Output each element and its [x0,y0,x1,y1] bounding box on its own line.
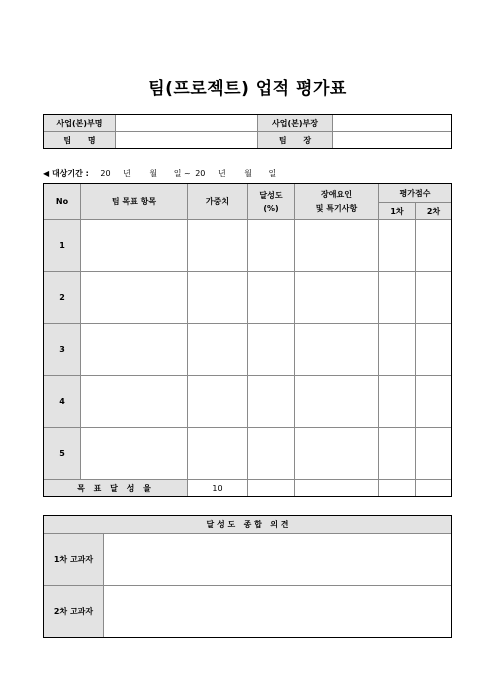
table-row [44,272,452,324]
score-first-cell[interactable] [379,272,416,324]
dept-label: 사업(본)부명 [44,115,116,132]
period-year2: 년 [217,169,226,178]
weight-cell[interactable] [188,324,248,376]
weight-cell[interactable] [188,220,248,272]
row-number: 1 [44,220,81,272]
info-table [43,114,452,149]
row-number: 5 [44,428,81,480]
second-evaluator-field[interactable] [104,586,452,638]
score-second-total-cell[interactable] [416,480,452,497]
score-second-cell[interactable] [416,272,452,324]
first-evaluator-label: 1차 고과자 [44,534,104,586]
period-day2: 일 [268,169,277,178]
period-year1: 년 [123,169,131,178]
goal-item-cell[interactable] [81,324,188,376]
target-period [43,168,276,179]
dept-field[interactable] [116,115,258,132]
period-to-prefix: 20 [195,169,206,178]
table-row [44,376,452,428]
col-score-first-header: 1차 [379,203,416,220]
achievement-cell[interactable] [248,376,295,428]
total-row [44,480,452,497]
obstacle-label: 장애요인 [321,190,352,199]
page-title: 팀(프로젝트) 업적 평가표 [148,79,347,99]
achievement-cell[interactable] [248,220,295,272]
score-first-cell[interactable] [379,428,416,480]
leader-label: 팀 장 [258,132,333,149]
table-row [44,428,452,480]
opinion-header: 달 성 도 종 합 의 견 [44,516,452,534]
score-first-cell[interactable] [379,324,416,376]
weight-cell[interactable] [188,272,248,324]
weight-cell[interactable] [188,428,248,480]
row-number: 4 [44,376,81,428]
col-score-second-header: 2차 [416,203,452,220]
second-evaluator-label: 2차 고과자 [44,586,104,638]
table-row [44,324,452,376]
period-from-prefix: 20 [100,169,111,178]
opinion-table [43,515,452,638]
achievement-cell[interactable] [248,428,295,480]
achievement-total-cell[interactable] [248,480,295,497]
score-second-cell[interactable] [416,376,452,428]
obstacle-sub-label: 및 특기사항 [315,204,358,213]
obstacle-cell[interactable] [295,376,379,428]
period-month2: 월 [244,169,252,178]
obstacle-cell[interactable] [295,272,379,324]
period-day1: 일 ~ [173,169,191,178]
goals-table [43,183,452,497]
achievement-label: 달성도 [259,191,283,200]
achievement-unit: (%) [263,204,279,213]
goal-item-cell[interactable] [81,220,188,272]
weight-total: 10 [188,480,248,497]
head-field[interactable] [333,115,452,132]
row-number: 2 [44,272,81,324]
obstacle-cell[interactable] [295,220,379,272]
obstacle-total-cell[interactable] [295,480,379,497]
score-second-cell[interactable] [416,220,452,272]
leader-field[interactable] [333,132,452,149]
period-label: ◀ 대상기간 : [43,169,89,178]
head-label: 사업(본)부장 [258,115,333,132]
table-row [44,220,452,272]
period-month1: 월 [149,169,158,178]
score-first-cell[interactable] [379,376,416,428]
score-first-total-cell[interactable] [379,480,416,497]
goal-item-cell[interactable] [81,376,188,428]
row-number: 3 [44,324,81,376]
team-label: 팀 명 [44,132,116,149]
score-second-cell[interactable] [416,428,452,480]
score-first-cell[interactable] [379,220,416,272]
goal-item-cell[interactable] [81,272,188,324]
team-field[interactable] [116,132,258,149]
col-no-header: No [44,184,81,220]
col-weight-header: 가중치 [188,184,248,220]
achievement-cell[interactable] [248,324,295,376]
col-item-header: 팀 목표 항목 [81,184,188,220]
obstacle-cell[interactable] [295,428,379,480]
goal-item-cell[interactable] [81,428,188,480]
weight-cell[interactable] [188,376,248,428]
score-second-cell[interactable] [416,324,452,376]
first-evaluator-field[interactable] [104,534,452,586]
col-score-header: 평가점수 [379,184,452,203]
achievement-cell[interactable] [248,272,295,324]
col-achievement-header [248,184,295,220]
obstacle-cell[interactable] [295,324,379,376]
col-obstacle-header [295,184,379,220]
goal-achievement-label: 목 표 달 성 율 [44,480,188,497]
